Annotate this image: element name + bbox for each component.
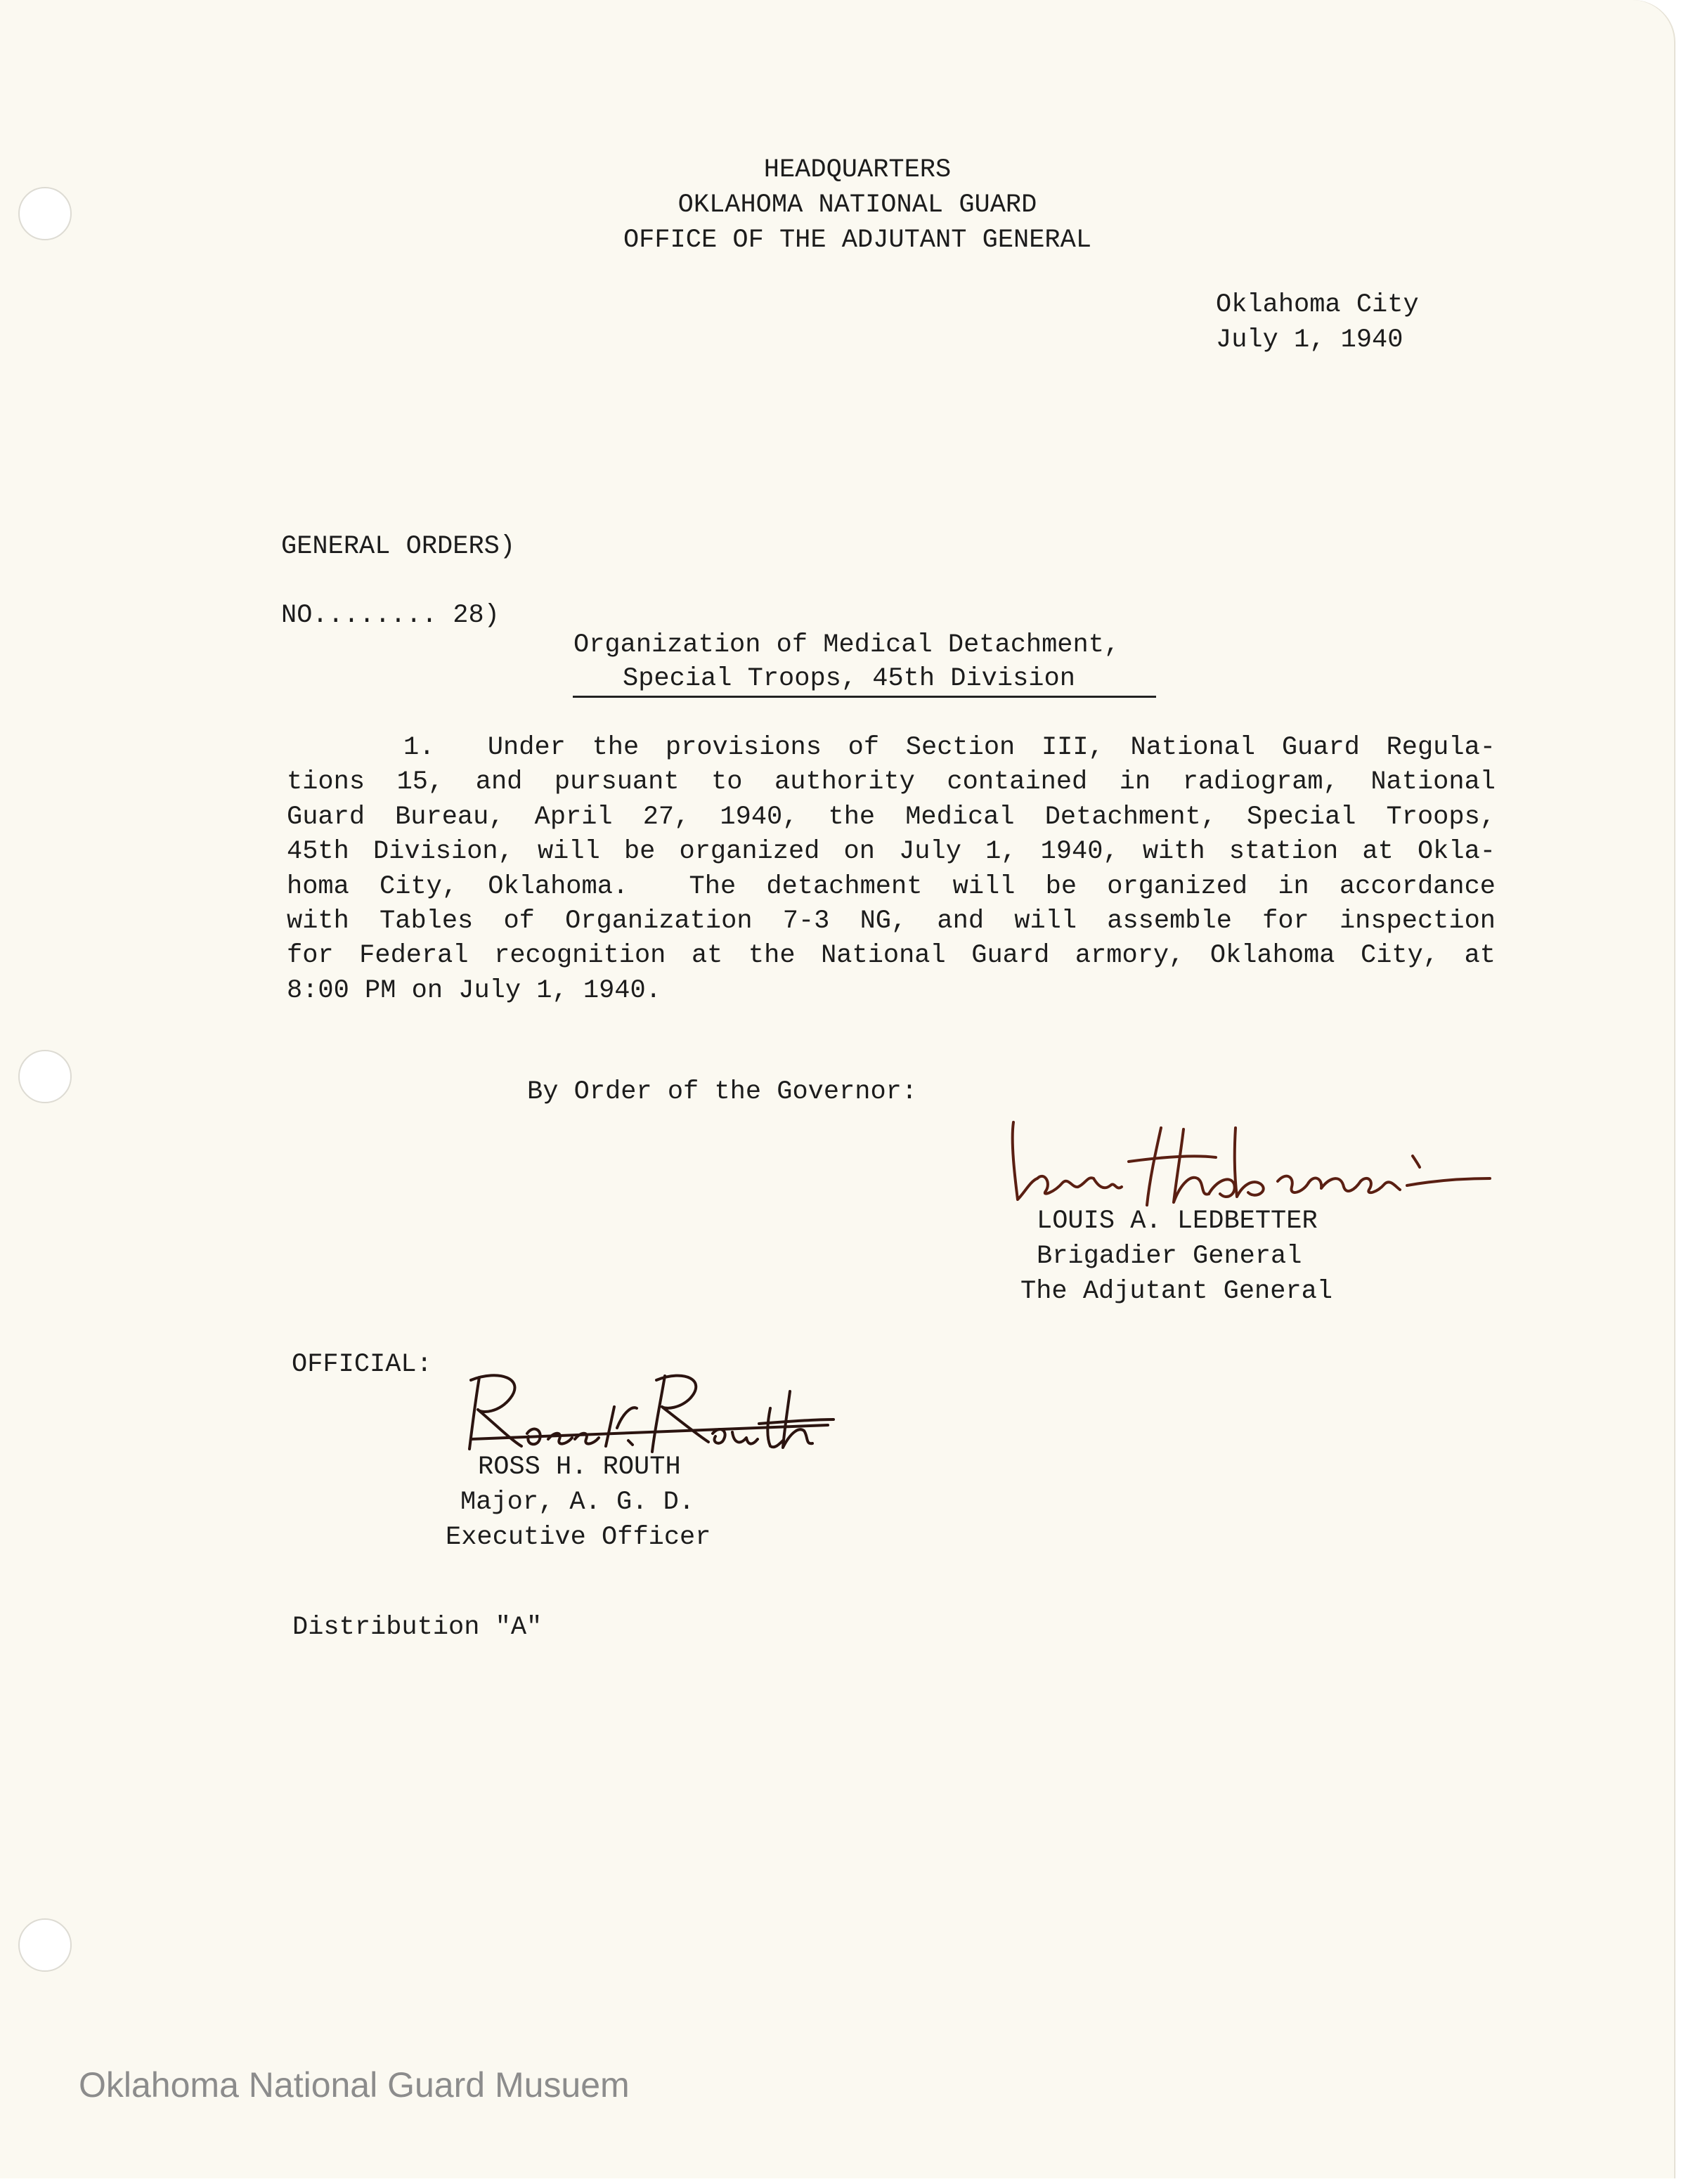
subject-line-2: Special Troops, 45th Division bbox=[623, 664, 1075, 694]
dateline-date: July 1, 1940 bbox=[1216, 325, 1403, 355]
paragraph-line: 1. Under the provisions of Section III, National Guard Regula- bbox=[403, 733, 1496, 762]
order-paragraph bbox=[287, 731, 1496, 1008]
dateline-place: Oklahoma City bbox=[1216, 290, 1419, 320]
paragraph-line: homa City, Oklahoma. The detachment will be organized in accordance bbox=[287, 871, 1496, 902]
signatory-name: LOUIS A. LEDBETTER bbox=[1037, 1207, 1318, 1236]
punch-hole bbox=[18, 187, 72, 240]
official-title: Executive Officer bbox=[446, 1523, 711, 1552]
authority-line: By Order of the Governor: bbox=[527, 1077, 918, 1107]
ledbetter-signature bbox=[1005, 1114, 1497, 1219]
museum-watermark: Oklahoma National Guard Musuem bbox=[79, 2065, 630, 2105]
paragraph-line: Guard Bureau, April 27, 1940, the Medical Detachment, Special Troops, bbox=[287, 802, 1496, 832]
header-line-3: OFFICE OF THE ADJUTANT GENERAL bbox=[623, 226, 1092, 255]
paragraph-line: 8:00 PM on July 1, 1940. bbox=[287, 975, 661, 1006]
general-orders-label: GENERAL ORDERS) bbox=[281, 532, 516, 561]
official-rank: Major, A. G. D. bbox=[460, 1488, 695, 1517]
order-number: NO........ 28) bbox=[281, 601, 500, 630]
paragraph-line: with Tables of Organization 7-3 NG, and will assemble for inspection bbox=[287, 906, 1496, 937]
paragraph-line: for Federal recognition at the National Guard armory, Oklahoma City, at bbox=[287, 941, 1496, 971]
official-label: OFFICIAL: bbox=[292, 1350, 432, 1379]
signatory-title: The Adjutant General bbox=[1020, 1277, 1333, 1306]
header-line-1: HEADQUARTERS bbox=[763, 155, 952, 185]
punch-hole bbox=[18, 1918, 72, 1972]
subject-line-1: Organization of Medical Detachment, bbox=[573, 630, 1120, 660]
paragraph-line: tions 15, and pursuant to authority contained in radiogram, National bbox=[287, 767, 1496, 798]
punch-hole bbox=[18, 1050, 72, 1103]
paragraph-line: 45th Division, will be organized on July 1, 1940, with station at Okla- bbox=[287, 837, 1496, 867]
routh-signature bbox=[443, 1363, 836, 1462]
header-line-2: OKLAHOMA NATIONAL GUARD bbox=[677, 190, 1037, 220]
distribution-line: Distribution "A" bbox=[292, 1613, 543, 1642]
official-name: ROSS H. ROUTH bbox=[478, 1452, 681, 1482]
signatory-rank: Brigadier General bbox=[1037, 1242, 1302, 1271]
subject-underline bbox=[573, 696, 1156, 698]
